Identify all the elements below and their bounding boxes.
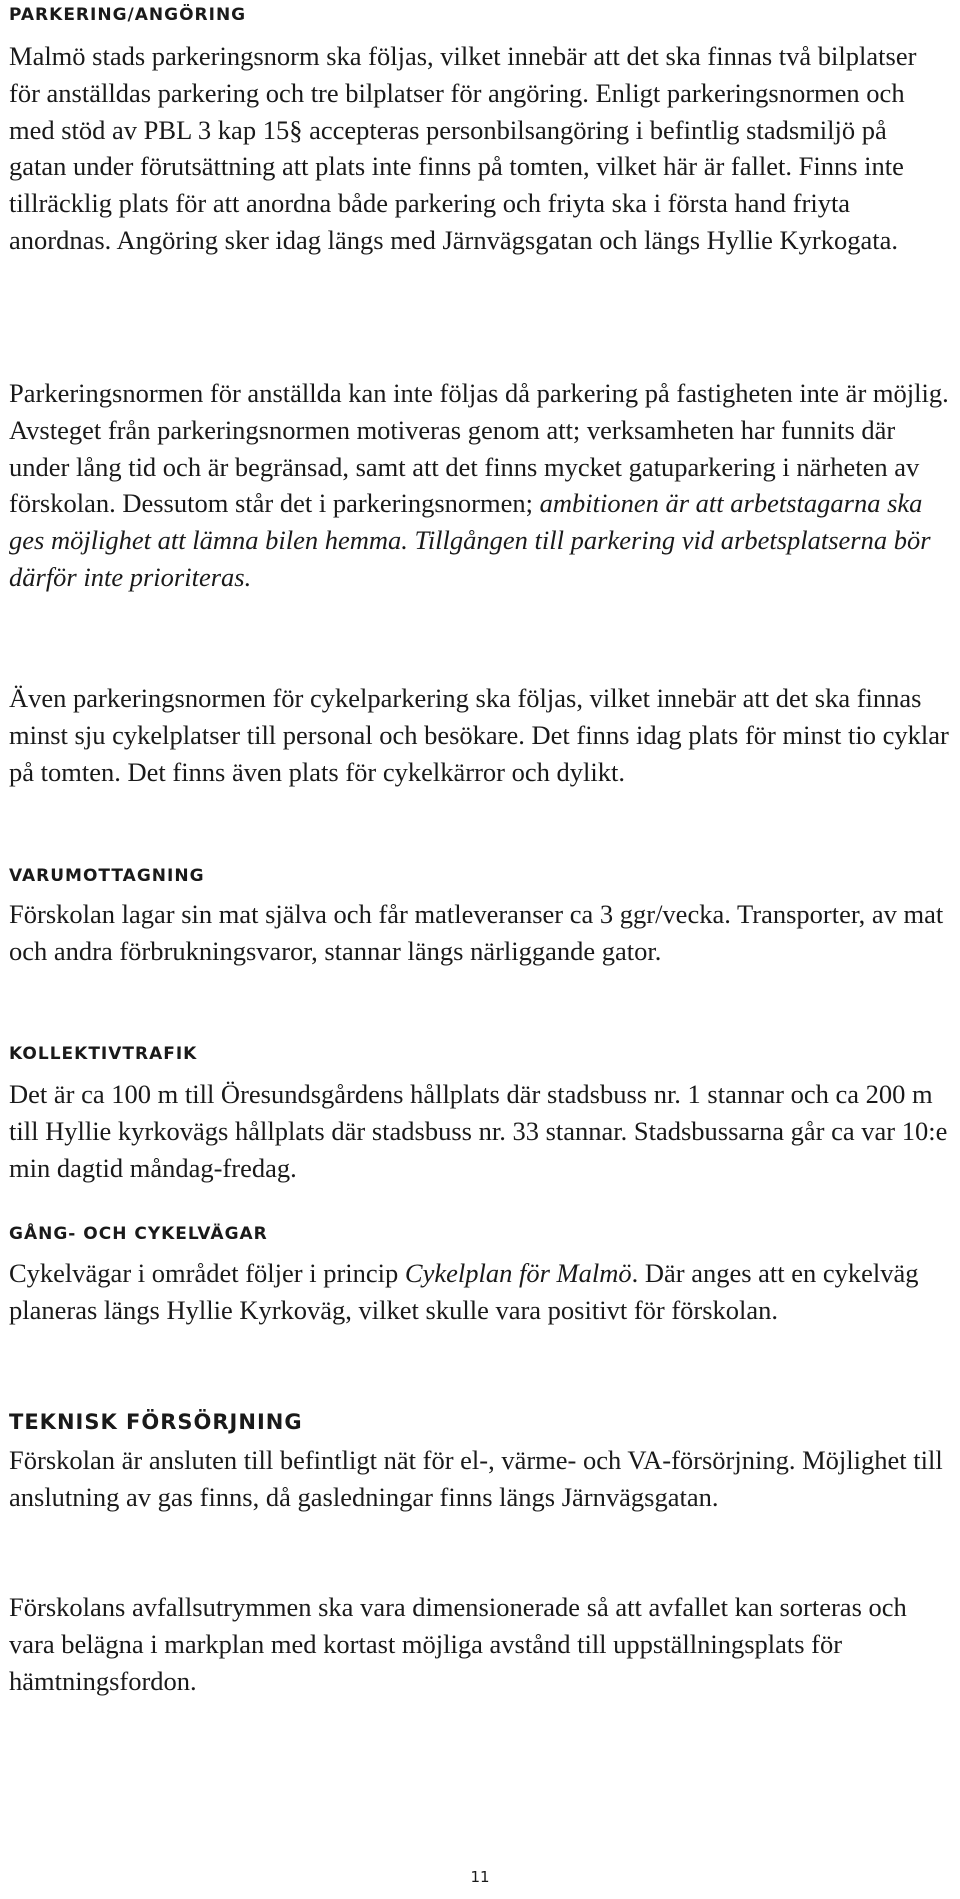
paragraph-text: . Där anges att en cykelväg planeras längs Hyllie Kyrkoväg, vilket skulle vara positivt för förskolan. (9, 1258, 919, 1325)
section-heading: VARUMOTTAGNING (9, 866, 205, 886)
section-varumottagning (9, 864, 949, 888)
document-title-reference: Cykelplan för Malmö (404, 1258, 632, 1288)
gang-cykel-paragraph (9, 1255, 949, 1329)
parkering-paragraph-3 (9, 680, 949, 790)
teknisk-paragraph-1 (9, 1442, 949, 1516)
section-kollektivtrafik (9, 1042, 949, 1066)
paragraph: Förskolan är ansluten till befintligt nät för el-, värme- och VA-försörjning. Möjlighet till anslutning av gas finns, då gasledningar finns längs Järnvägsgatan. (9, 1445, 943, 1512)
paragraph: Det är ca 100 m till Öresundsgårdens hållplats där stadsbuss nr. 1 stannar och ca 200 m till Hyllie kyrkovägs hållplats där stadsbuss nr. 33 stannar. Stadsbussarna går ca var 10:e min dagtid måndag-fredag. (9, 1079, 948, 1183)
paragraph: Malmö stads parkeringsnorm ska följas, vilket innebär att det ska finnas två bilplatser för anställdas parkering och tre bilplatser för angöring. Enligt parkeringsnormen och med stöd av PBL 3 kap 15§ accepteras personbilsangöring i befintlig stadsmiljö på gatan under förutsättning att plats inte finns på tomten, vilket här är fallet. Finns inte tillräcklig plats för att anordna både parkering och friyta ska i första hand friyta anordnas. Angöring sker idag längs med Järnvägsgatan och längs Hyllie Kyrkogata. (9, 41, 917, 255)
paragraph: Även parkeringsnormen för cykelparkering ska följas, vilket innebär att det ska finnas minst sju cykelplatser till personal och besökare. Det finns idag plats för minst tio cyklar på tomten. Det finns även plats för cykelkärror och dylikt. (9, 683, 949, 787)
varumottagning-paragraph (9, 896, 949, 970)
paragraph-text: Parkeringsnormen för anställda kan inte följas då parkering på fastigheten inte är möjlig. Avsteget från parkeringsnormen motiveras genom att; verksamheten har funnits där under lång tid och är begränsad, samt att det finns mycket gatuparkering i närheten av förskolan. Dessutom står det i parkeringsnormen; (9, 378, 949, 519)
section-teknisk (9, 1410, 949, 1434)
page-number: 11 (470, 1868, 490, 1886)
section-gang-cykel (9, 1222, 949, 1246)
parkering-paragraph-1 (9, 38, 949, 259)
kollektivtrafik-paragraph (9, 1076, 949, 1186)
section-heading: PARKERING/ANGÖRING (9, 5, 247, 25)
teknisk-paragraph-2 (9, 1589, 949, 1699)
paragraph: Förskolans avfallsutrymmen ska vara dimensionerade så att avfallet kan sorteras och vara belägna i markplan med kortast möjliga avstånd till uppställningsplats för hämtningsfordon. (9, 1592, 907, 1696)
section-parkering (9, 3, 949, 27)
paragraph (9, 1255, 949, 1329)
section-heading: GÅNG- OCH CYKELVÄGAR (9, 1224, 268, 1244)
paragraph (9, 375, 949, 596)
section-heading: KOLLEKTIVTRAFIK (9, 1044, 198, 1064)
paragraph-text: Cykelvägar i området följer i princip (9, 1258, 405, 1288)
section-heading: TEKNISK FÖRSÖRJNING (9, 1410, 303, 1434)
paragraph: Förskolan lagar sin mat själva och får matleveranser ca 3 ggr/vecka. Transporter, av mat och andra förbrukningsvaror, stannar längs närliggande gator. (9, 899, 944, 966)
parkering-paragraph-2 (9, 375, 949, 596)
paragraph-quote: ambitionen är att arbetstagarna ska ges möjlighet att lämna bilen hemma. Tillgången till parkering vid arbetsplatserna bör därför inte prioriteras. (9, 488, 931, 592)
